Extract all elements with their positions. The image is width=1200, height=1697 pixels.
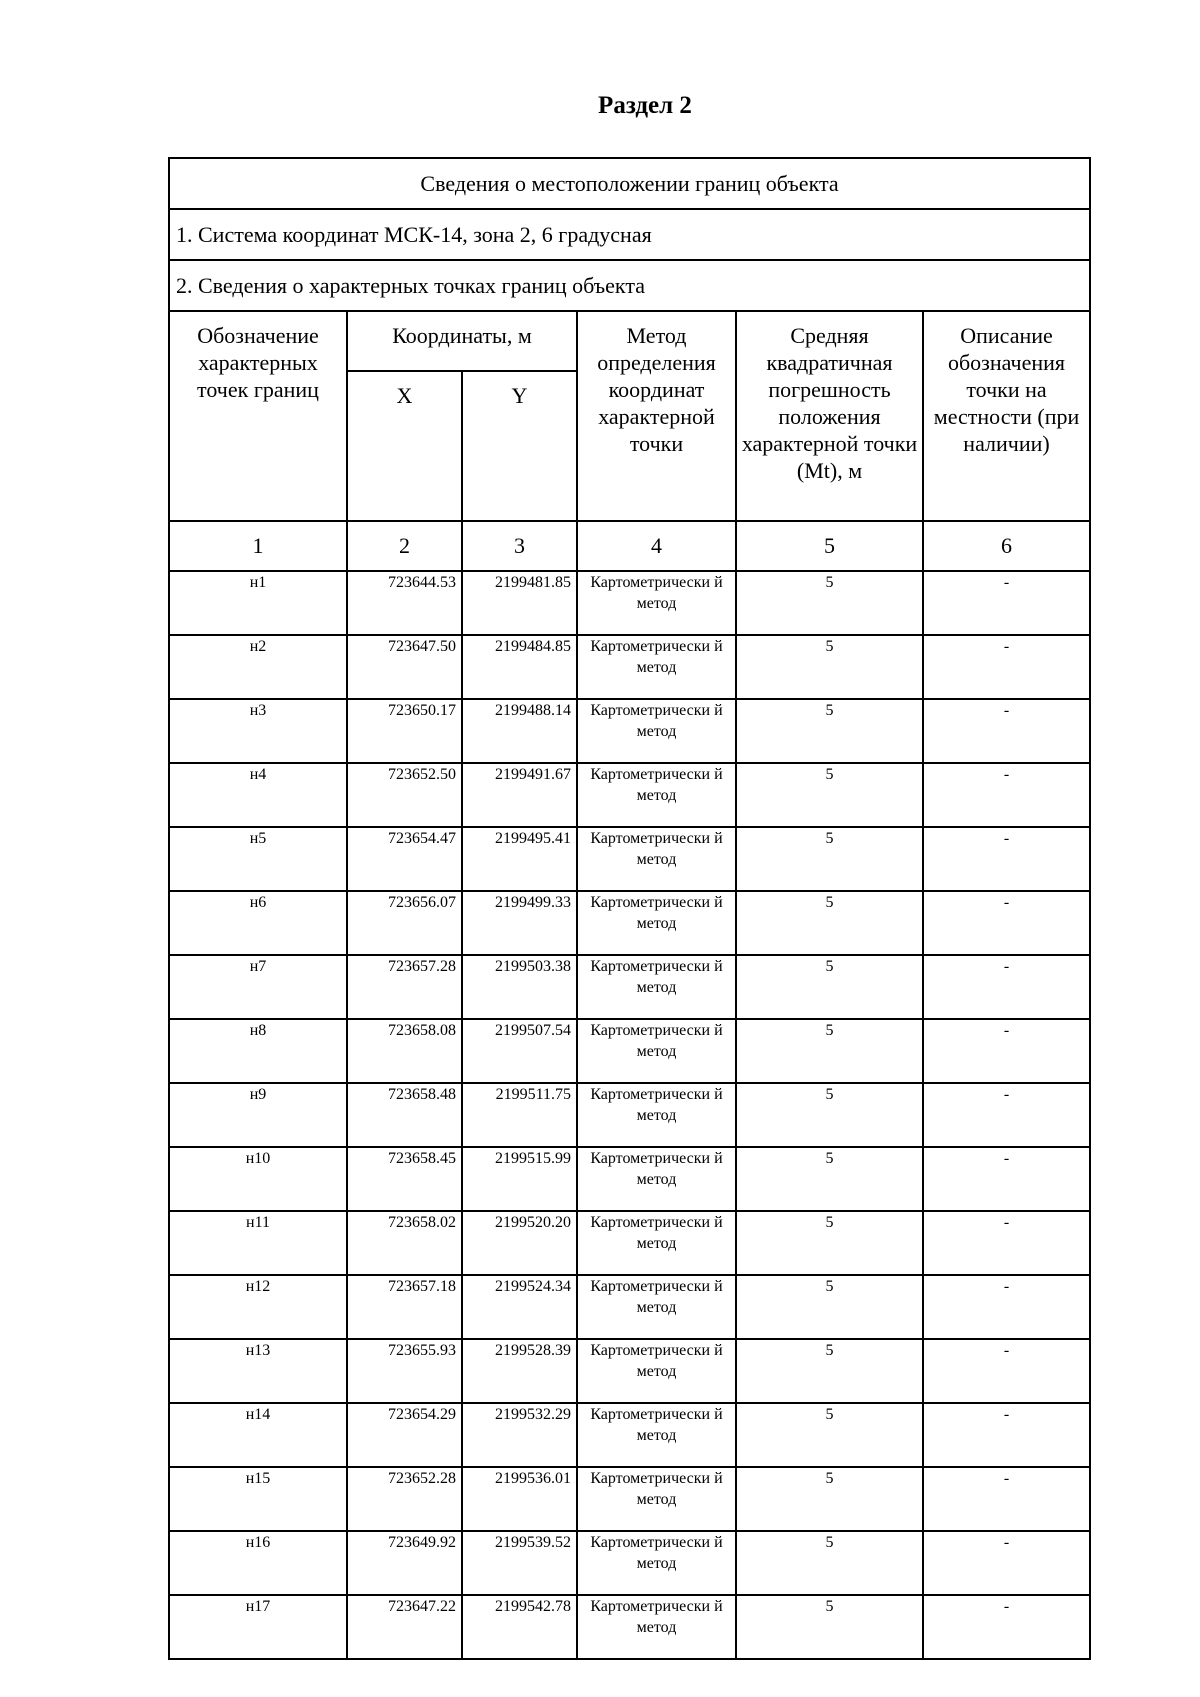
method-cell: Картометрически й метод — [577, 955, 736, 1019]
table-row — [169, 1467, 1090, 1531]
error-cell: 5 — [736, 699, 923, 763]
method-cell: Картометрически й метод — [577, 571, 736, 635]
error-cell: 5 — [736, 827, 923, 891]
header-error: Средняя квадратичная погрешность положения характерной точки (Mt), м — [736, 311, 923, 521]
point-name-cell: н10 — [169, 1147, 347, 1211]
description-cell: - — [923, 891, 1090, 955]
method-cell: Картометрически й метод — [577, 1339, 736, 1403]
description-cell: - — [923, 1083, 1090, 1147]
x-coordinate-cell: 723658.02 — [347, 1211, 462, 1275]
error-cell: 5 — [736, 1595, 923, 1659]
point-name-cell: н12 — [169, 1275, 347, 1339]
point-name-cell: н14 — [169, 1403, 347, 1467]
header-description: Описание обозначения точки на местности (при наличии) — [923, 311, 1090, 521]
error-cell: 5 — [736, 1467, 923, 1531]
method-cell: Картометрически й метод — [577, 1019, 736, 1083]
error-cell: 5 — [736, 1211, 923, 1275]
header-coords: Координаты, м — [347, 311, 577, 371]
method-cell: Картометрически й метод — [577, 699, 736, 763]
header-y: Y — [462, 371, 577, 521]
x-coordinate-cell: 723657.28 — [347, 955, 462, 1019]
y-coordinate-cell: 2199515.99 — [462, 1147, 577, 1211]
points-caption-row — [169, 260, 1090, 311]
column-number: 1 — [169, 521, 347, 571]
column-number: 2 — [347, 521, 462, 571]
description-cell: - — [923, 763, 1090, 827]
point-name-cell: н9 — [169, 1083, 347, 1147]
description-cell: - — [923, 1531, 1090, 1595]
error-cell: 5 — [736, 1019, 923, 1083]
method-cell: Картометрически й метод — [577, 827, 736, 891]
x-coordinate-cell: 723647.22 — [347, 1595, 462, 1659]
section-title: Раздел 2 — [598, 92, 692, 119]
table-row — [169, 891, 1090, 955]
y-coordinate-cell: 2199495.41 — [462, 827, 577, 891]
point-name-cell: н8 — [169, 1019, 347, 1083]
x-coordinate-cell: 723649.92 — [347, 1531, 462, 1595]
description-cell: - — [923, 1595, 1090, 1659]
table-row — [169, 827, 1090, 891]
table-row — [169, 571, 1090, 635]
x-coordinate-cell: 723658.08 — [347, 1019, 462, 1083]
table-row — [169, 1595, 1090, 1659]
x-coordinate-cell: 723652.28 — [347, 1467, 462, 1531]
boundary-points-table — [168, 157, 1091, 1660]
error-cell: 5 — [736, 763, 923, 827]
x-coordinate-cell: 723656.07 — [347, 891, 462, 955]
x-coordinate-cell: 723654.47 — [347, 827, 462, 891]
table-row — [169, 1019, 1090, 1083]
point-name-cell: н13 — [169, 1339, 347, 1403]
table-title: Сведения о местоположении границ объекта — [169, 158, 1090, 209]
description-cell: - — [923, 1211, 1090, 1275]
table-row — [169, 1275, 1090, 1339]
error-cell: 5 — [736, 635, 923, 699]
table-row — [169, 1531, 1090, 1595]
table-title-row — [169, 158, 1090, 209]
method-cell: Картометрически й метод — [577, 1147, 736, 1211]
y-coordinate-cell: 2199520.20 — [462, 1211, 577, 1275]
x-coordinate-cell: 723655.93 — [347, 1339, 462, 1403]
x-coordinate-cell: 723654.29 — [347, 1403, 462, 1467]
y-coordinate-cell: 2199484.85 — [462, 635, 577, 699]
description-cell: - — [923, 1467, 1090, 1531]
x-coordinate-cell: 723658.48 — [347, 1083, 462, 1147]
header-row — [169, 311, 1090, 371]
y-coordinate-cell: 2199503.38 — [462, 955, 577, 1019]
y-coordinate-cell: 2199536.01 — [462, 1467, 577, 1531]
error-cell: 5 — [736, 1147, 923, 1211]
method-cell: Картометрически й метод — [577, 1467, 736, 1531]
error-cell: 5 — [736, 571, 923, 635]
description-cell: - — [923, 635, 1090, 699]
description-cell: - — [923, 1019, 1090, 1083]
x-coordinate-cell: 723657.18 — [347, 1275, 462, 1339]
coord-system-row — [169, 209, 1090, 260]
method-cell: Картометрически й метод — [577, 635, 736, 699]
point-name-cell: н6 — [169, 891, 347, 955]
column-number: 4 — [577, 521, 736, 571]
description-cell: - — [923, 1403, 1090, 1467]
description-cell: - — [923, 955, 1090, 1019]
description-cell: - — [923, 699, 1090, 763]
header-x: X — [347, 371, 462, 521]
y-coordinate-cell: 2199499.33 — [462, 891, 577, 955]
column-number: 3 — [462, 521, 577, 571]
error-cell: 5 — [736, 1403, 923, 1467]
description-cell: - — [923, 1147, 1090, 1211]
method-cell: Картометрически й метод — [577, 763, 736, 827]
y-coordinate-cell: 2199491.67 — [462, 763, 577, 827]
y-coordinate-cell: 2199528.39 — [462, 1339, 577, 1403]
table-row — [169, 763, 1090, 827]
point-name-cell: н15 — [169, 1467, 347, 1531]
error-cell: 5 — [736, 1531, 923, 1595]
column-numbers-row — [169, 521, 1090, 571]
x-coordinate-cell: 723658.45 — [347, 1147, 462, 1211]
points-caption: 2. Сведения о характерных точках границ объекта — [169, 260, 1090, 311]
point-name-cell: н17 — [169, 1595, 347, 1659]
x-coordinate-cell: 723647.50 — [347, 635, 462, 699]
column-number: 5 — [736, 521, 923, 571]
table-row — [169, 1403, 1090, 1467]
table-row — [169, 1339, 1090, 1403]
method-cell: Картометрически й метод — [577, 1531, 736, 1595]
x-coordinate-cell: 723652.50 — [347, 763, 462, 827]
point-name-cell: н3 — [169, 699, 347, 763]
point-name-cell: н2 — [169, 635, 347, 699]
y-coordinate-cell: 2199511.75 — [462, 1083, 577, 1147]
description-cell: - — [923, 571, 1090, 635]
method-cell: Картометрически й метод — [577, 1275, 736, 1339]
error-cell: 5 — [736, 891, 923, 955]
y-coordinate-cell: 2199539.52 — [462, 1531, 577, 1595]
y-coordinate-cell: 2199524.34 — [462, 1275, 577, 1339]
table-row — [169, 1147, 1090, 1211]
header-designation: Обозначение характерных точек границ — [169, 311, 347, 521]
y-coordinate-cell: 2199481.85 — [462, 571, 577, 635]
x-coordinate-cell: 723650.17 — [347, 699, 462, 763]
y-coordinate-cell: 2199532.29 — [462, 1403, 577, 1467]
method-cell: Картометрически й метод — [577, 891, 736, 955]
point-name-cell: н4 — [169, 763, 347, 827]
y-coordinate-cell: 2199507.54 — [462, 1019, 577, 1083]
point-name-cell: н7 — [169, 955, 347, 1019]
point-name-cell: н5 — [169, 827, 347, 891]
description-cell: - — [923, 827, 1090, 891]
description-cell: - — [923, 1275, 1090, 1339]
point-name-cell: н11 — [169, 1211, 347, 1275]
method-cell: Картометрически й метод — [577, 1211, 736, 1275]
y-coordinate-cell: 2199488.14 — [462, 699, 577, 763]
error-cell: 5 — [736, 955, 923, 1019]
method-cell: Картометрически й метод — [577, 1595, 736, 1659]
table-row — [169, 699, 1090, 763]
error-cell: 5 — [736, 1083, 923, 1147]
table-row — [169, 955, 1090, 1019]
table-row — [169, 635, 1090, 699]
header-method: Метод определения координат характерной точки — [577, 311, 736, 521]
method-cell: Картометрически й метод — [577, 1083, 736, 1147]
description-cell: - — [923, 1339, 1090, 1403]
method-cell: Картометрически й метод — [577, 1403, 736, 1467]
y-coordinate-cell: 2199542.78 — [462, 1595, 577, 1659]
error-cell: 5 — [736, 1339, 923, 1403]
error-cell: 5 — [736, 1275, 923, 1339]
table-row — [169, 1211, 1090, 1275]
x-coordinate-cell: 723644.53 — [347, 571, 462, 635]
point-name-cell: н16 — [169, 1531, 347, 1595]
point-name-cell: н1 — [169, 571, 347, 635]
column-number: 6 — [923, 521, 1090, 571]
table-row — [169, 1083, 1090, 1147]
coord-system: 1. Система координат МСК-14, зона 2, 6 градусная — [169, 209, 1090, 260]
